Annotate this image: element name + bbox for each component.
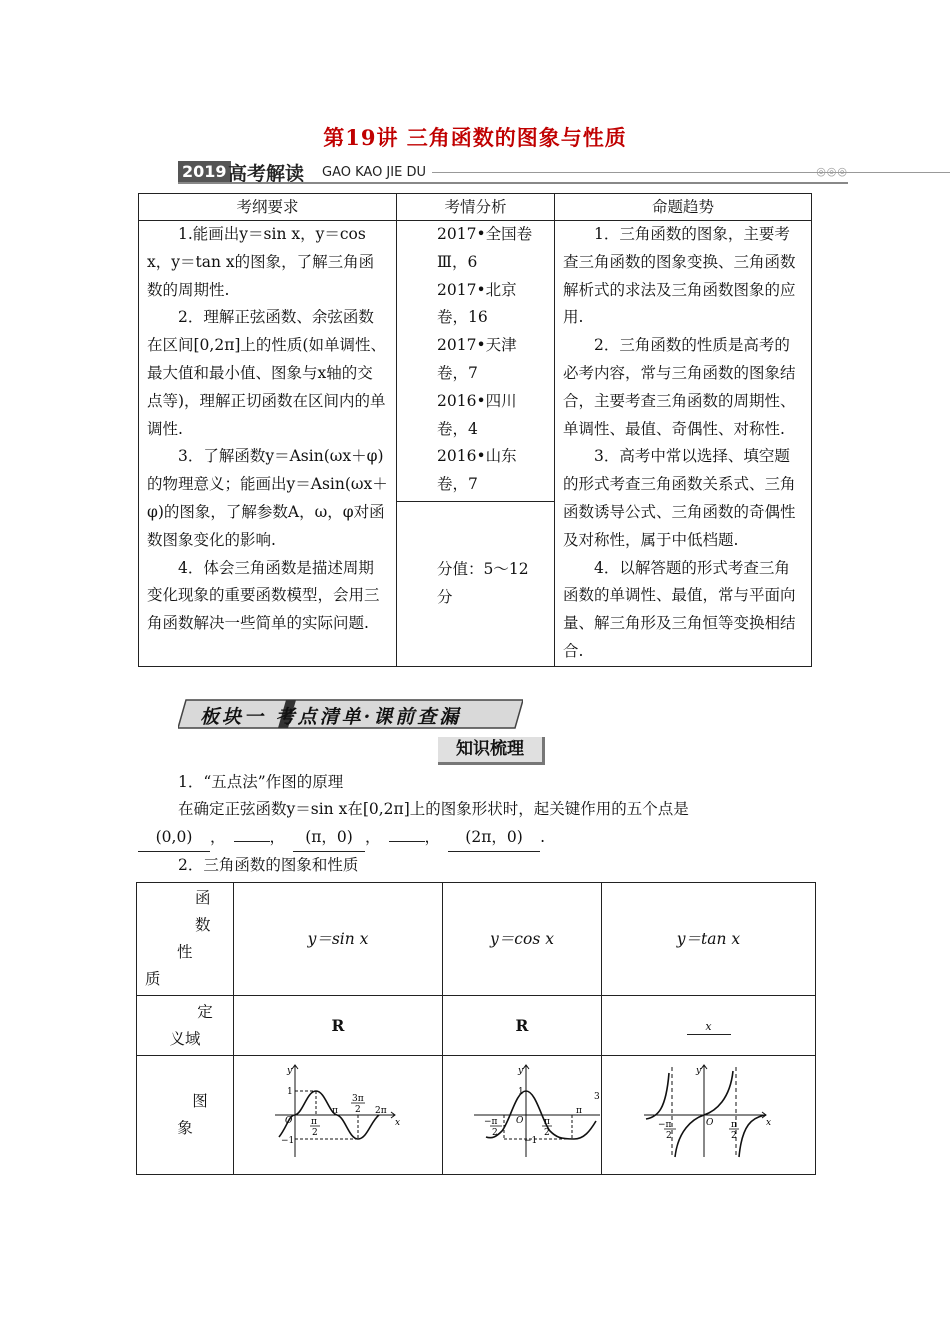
requirement-item: 4．体会三角函数是描述周期变化现象的重要函数模型，会用三角函数解决一些简单的实际问题. [147,558,380,633]
cos-graph [444,1061,600,1161]
sin-graph [273,1061,403,1161]
tick-label: O [516,1115,524,1126]
tick-label: x [765,1117,771,1128]
section1-heading: 1．“五点法”作图的原理 [178,773,344,791]
header-cos: y＝cos x [443,883,602,996]
divider [178,182,848,184]
tick-label: y [695,1065,701,1076]
bar-title: 高考解读 [228,163,305,185]
page-title: 第19讲 三角函数的图象与性质 [323,125,627,150]
banner-title: 板块一 考点清单·课前查漏 [200,706,462,728]
graph-label-cell [137,1056,234,1175]
tick-label: 3 [594,1091,600,1102]
answer-blank [389,841,425,842]
tan-graph [644,1061,774,1161]
trend-item: 1．三角函数的图象，主要考查三角函数的图象变换、三角函数解析式的求法及三角函数图象的应用. [563,225,796,327]
answer-blank: (π，0) [293,823,365,852]
tick-label: x [395,1117,401,1128]
analysis-item: 2016•山东卷，7 [437,447,517,494]
year-badge: 2019 [178,161,231,182]
tick-label: π [332,1105,338,1116]
header-requirements: 考纲要求 [139,194,397,221]
tick-label: −1 [281,1135,295,1146]
tick-label: −1 [524,1135,538,1146]
blank-line: (0,0) ， ， (π，0) ， ， (2π，0) . [138,823,818,852]
cos-graph-cell [443,1056,602,1175]
header-tan: y＝tan x [602,883,816,996]
trend-item: 3．高考中常以选择、填空题的形式考查三角函数关系式、三角函数诱导公式、三角函数的奇偶性及对称性，属于中低档题. [563,447,796,549]
tick-label: O [705,1117,713,1128]
tick-label: −π [484,1116,498,1127]
tick-label: π [730,1119,737,1130]
requirement-item: 1.能画出y＝sin x，y＝cos x，y＝tan x的图象，了解三角函数的周期性. [147,225,375,299]
tick-label: π [576,1105,582,1116]
tick-label: 1 [518,1086,524,1097]
analysis-item: 2017•天津卷，7 [437,336,517,382]
header-sin: y＝sin x [234,883,443,996]
graph-label: 图 [192,1092,208,1110]
corner-char: 函 [195,889,211,907]
trig-properties-table [136,882,816,1175]
corner-char: 性 [177,943,193,961]
domain-sin: R [234,996,443,1056]
tick-label: 2 [312,1127,318,1138]
section-banner [178,698,523,730]
domain-label: 定 [197,1002,213,1021]
tick-label: 2 [665,1130,672,1141]
tick-label: O [285,1115,293,1126]
answer-blank: (2π，0) [448,823,540,852]
dots-icon: ◎◎◎ [816,165,848,178]
requirement-item: 2．理解正弦函数、余弦函数在区间[0,2π]上的性质(如单调性、最大值和最小值、图象与x轴的交点等)，理解正切函数在区间内的单调性. [147,308,386,438]
tick-label: −π [657,1119,671,1130]
tick-label: π [544,1116,550,1127]
tick-label: 2 [544,1127,550,1138]
trends-cell [555,221,812,667]
tick-label: 2 [355,1104,361,1115]
domain-tan-cell [602,996,816,1056]
graph-label: 象 [177,1119,193,1137]
exam-interpretation-bar [178,160,848,184]
header-trends: 命题趋势 [555,194,812,221]
tan-graph-cell [602,1056,816,1175]
domain-cos: R [443,996,602,1056]
tick-label: 2 [492,1127,498,1138]
analysis-item: 2017•全国卷Ⅲ，6 [437,225,533,271]
tick-label: 2 [730,1130,737,1141]
tick-label: y [287,1065,293,1076]
section1-text: 在确定正弦函数y＝sin x在[0,2π]上的图象形状时，起关键作用的五个点是 [178,800,689,818]
domain-label: 义域 [169,1029,201,1048]
tick-label: 3π [352,1093,364,1104]
knowledge-heading: 知识梳理 [438,737,545,765]
trend-item: 2．三角函数的性质是高考的必考内容，常与三角函数的图象结合，主要考查三角函数的周期性、单调性、最值、奇偶性、对称性. [563,336,796,438]
tick-label: 2π [375,1105,387,1116]
header-analysis: 考情分析 [397,194,555,221]
score-cell: 分值：5～12分 [397,502,555,667]
requirement-item: 3．了解函数y＝Asin(ωx＋φ)的物理意义；能画出y＝Asin(ωx＋φ)的图象，了解参数A，ω，φ对函数图象变化的影响. [147,447,388,549]
corner-cell [137,883,234,996]
analysis-cell [397,221,555,502]
corner-char: 质 [145,970,161,988]
divider [432,172,950,173]
analysis-item: 2016•四川卷，4 [437,391,517,438]
trend-item: 4．以解答题的形式考查三角函数的单调性、最值，常与平面向量、解三角形及三角恒等变换相结合. [563,558,796,660]
answer-blank [234,841,270,842]
exam-table [138,193,812,667]
domain-label-cell [137,996,234,1056]
answer-blank: (0,0) [138,823,210,852]
bar-subtitle: GAO KAO JIE DU [322,165,426,180]
tick-label: 1 [287,1086,293,1097]
domain-tan: x [687,1020,731,1035]
requirements-cell [139,221,397,667]
sin-graph-cell [234,1056,443,1175]
corner-char: 数 [195,916,211,934]
section2-heading: 2．三角函数的图象和性质 [178,856,359,874]
tick-label: π [311,1116,317,1127]
tick-label: y [518,1065,524,1076]
analysis-item: 2017•北京卷，16 [437,280,517,327]
